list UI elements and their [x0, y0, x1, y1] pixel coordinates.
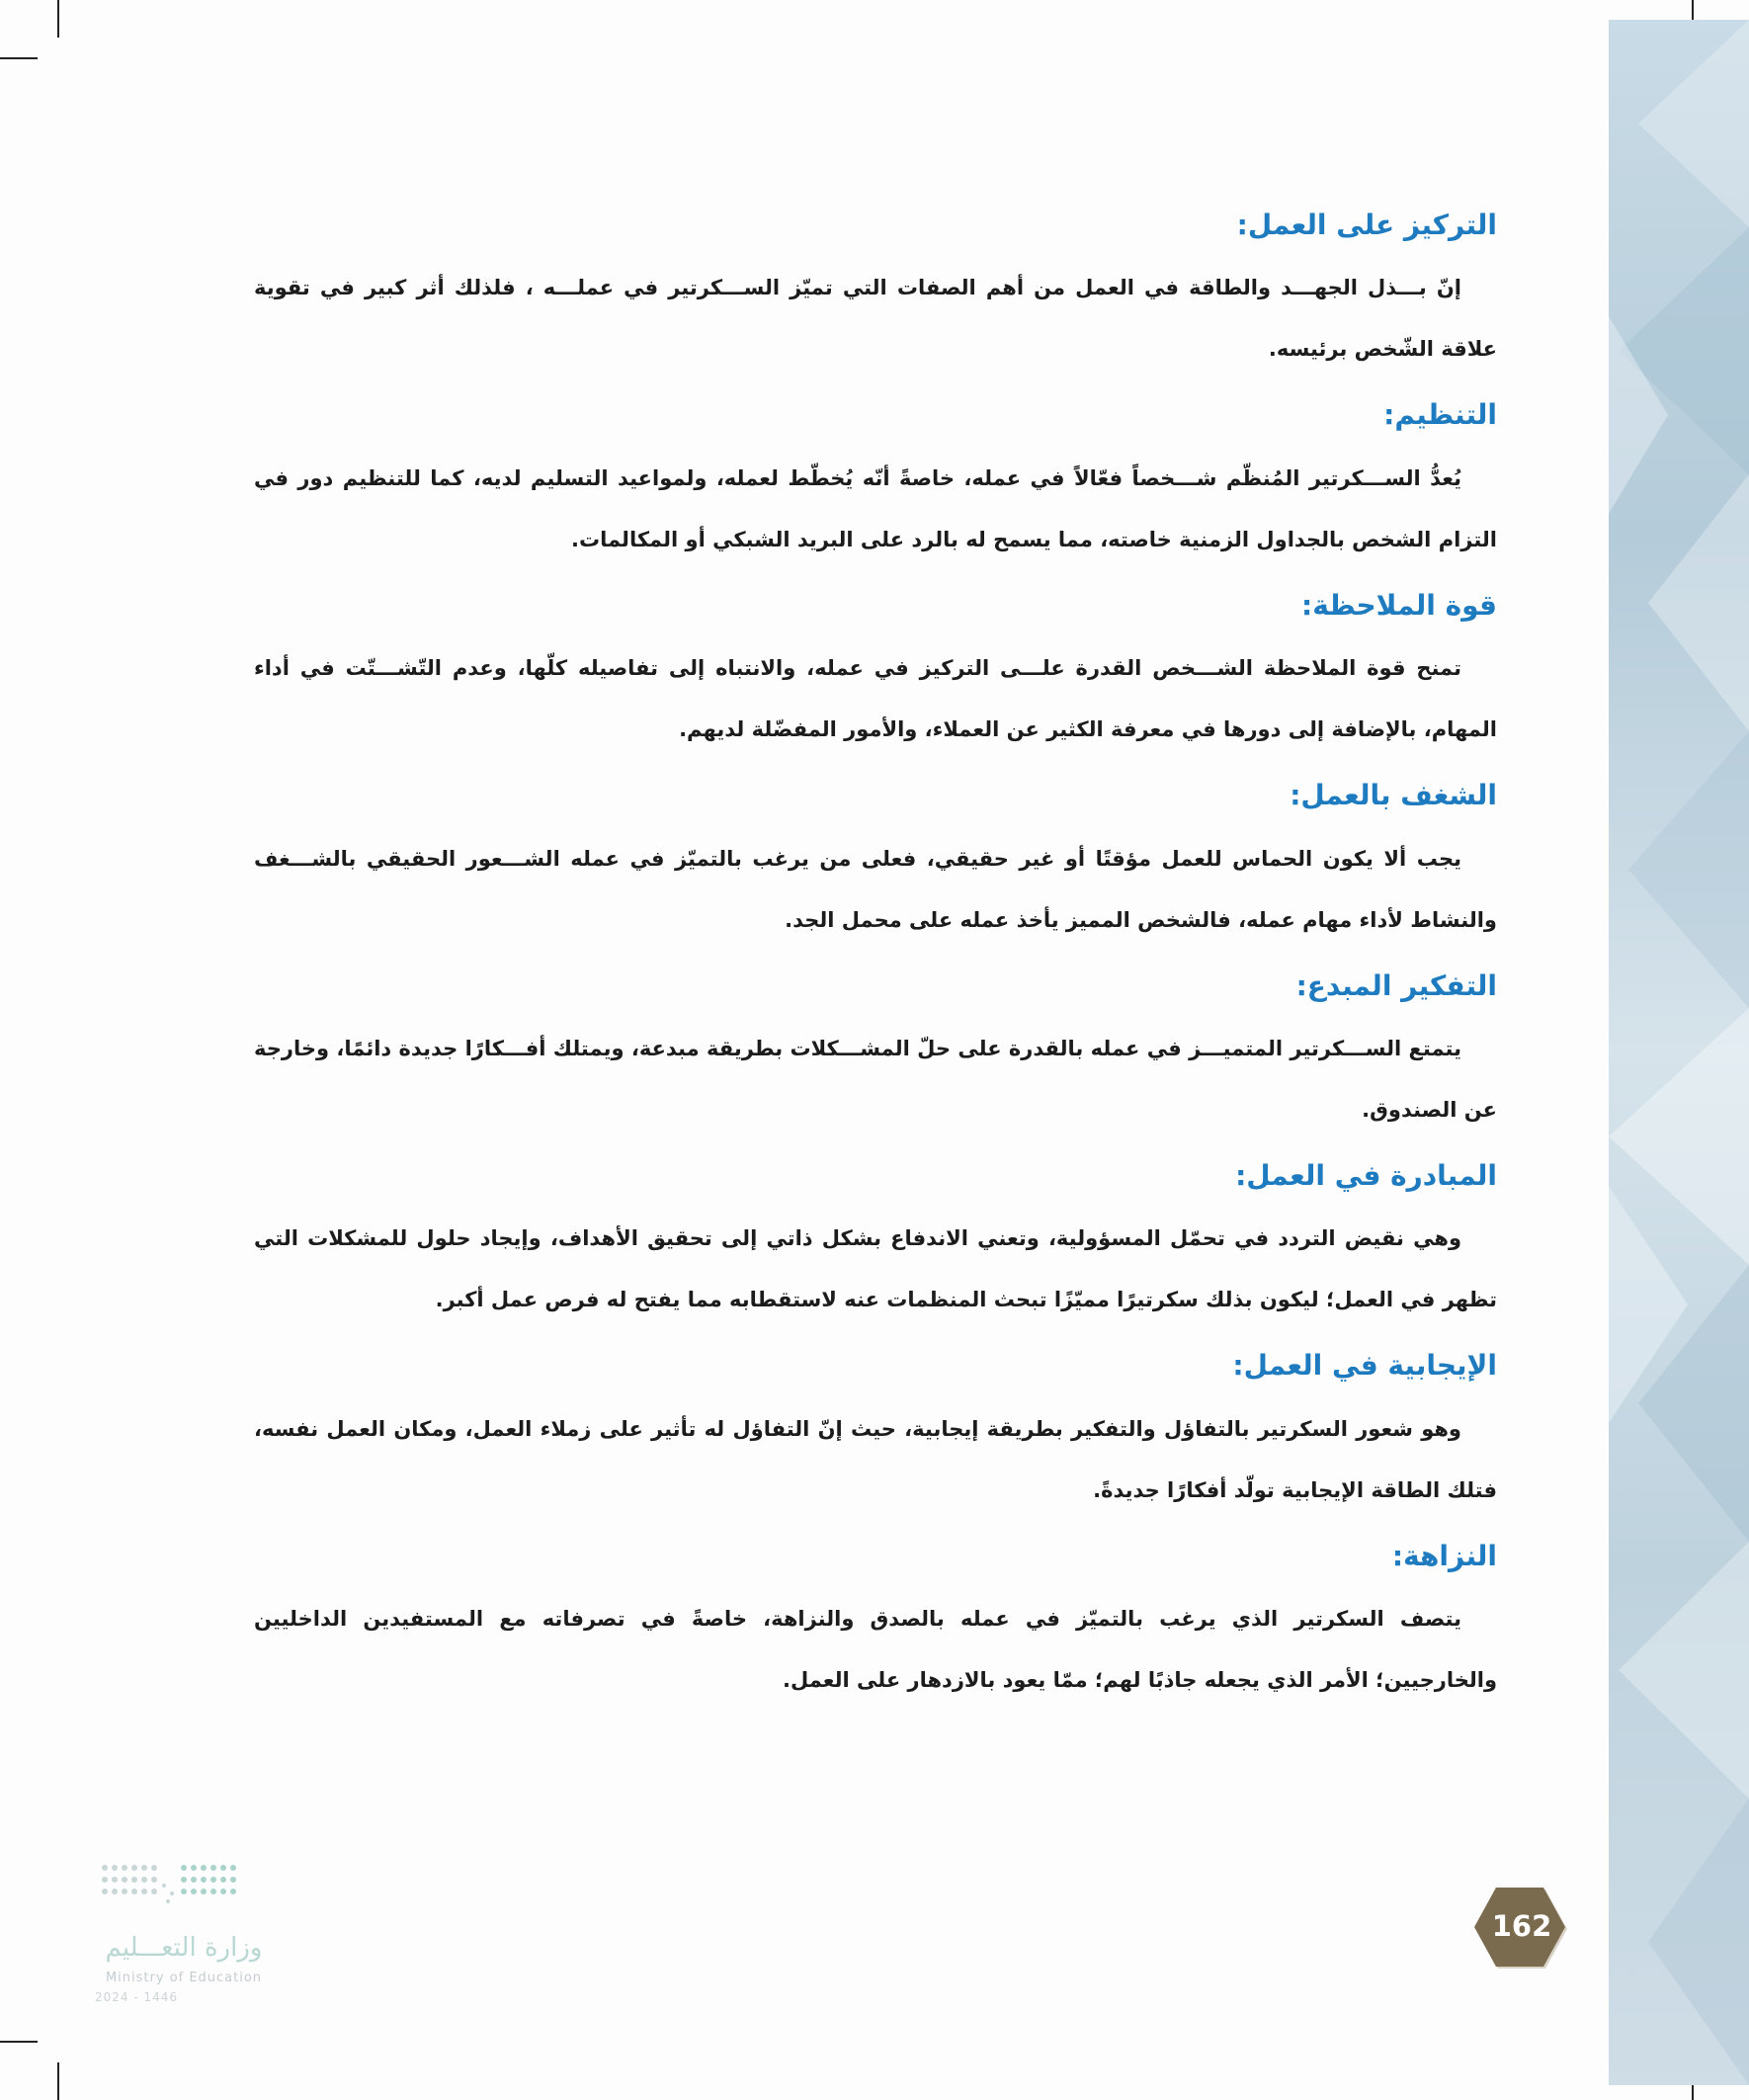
section-body: وهي نقيض التردد في تحمّل المسؤولية، وتعني الاندفاع بشكل ذاتي إلى تحقيق الأهداف، وإيجاد حلول للمشكلات التي تظهر في العمل؛ ليكون بذلك سكرتيرًا مميّزًا تبحث المنظمات عنه لاستقطابه مما يفتح له فرص عمل أكبر. [254, 1226, 1497, 1312]
section-body: يتصف السكرتير الذي يرغب بالتميّز في عمله بالصدق والنزاهة، خاصةً في تصرفاته مع المستفيدين الداخليين والخارجيين؛ الأمر الذي يجعله جاذبًا لهم؛ ممّا يعود بالازدهار على العمل. [254, 1607, 1497, 1693]
side-decoration [1609, 20, 1749, 2085]
content [254, 208, 1497, 1728]
crop-mark [0, 2041, 38, 2043]
section-heading: التنظيم: [1383, 398, 1497, 432]
section-integrity [254, 1539, 1497, 1711]
section-heading: الإيجابية في العمل: [1232, 1349, 1497, 1383]
chevron-pattern [1609, 20, 1749, 2085]
crop-mark [57, 2062, 59, 2100]
section-organization [254, 397, 1497, 569]
ministry-name-english: Ministry of Education [105, 1971, 263, 1985]
section-passion [254, 778, 1497, 950]
section-heading: التفكير المبدع: [1295, 968, 1497, 1002]
section-heading: المبادرة في العمل: [1235, 1158, 1497, 1192]
section-positivity [254, 1348, 1497, 1520]
section-body: يجب ألا يكون الحماس للعمل مؤقتًا أو غير حقيقي، فعلى من يرغب بالتميّز في عمله الشـــعور الحقيقي بالشـــغف والنشاط لأداء مهام عمله، فالشخص المميز يأخذ عمله على محمل الجد. [254, 846, 1497, 932]
crop-mark [57, 0, 59, 38]
logo-dots-icon [95, 1858, 273, 1927]
section-creative-thinking [254, 968, 1497, 1140]
academic-year: 2024 - 1446 [95, 1990, 179, 2004]
section-body: يتمتع الســـكرتير المتميـــز في عمله بالقدرة على حلّ المشـــكلات بطريقة مبدعة، ويمتلك أفـــكارًا جديدة دائمًا، وخارجة عن الصندوق. [254, 1036, 1497, 1122]
section-focus [254, 208, 1497, 379]
ministry-name-arabic: وزارة التعـــليم [105, 1933, 263, 1963]
section-heading: قوة الملاحظة: [1301, 588, 1497, 622]
crop-mark [0, 57, 38, 59]
ministry-logo [95, 1858, 283, 2006]
section-body: يُعدُّ الســـكرتير المُنظّم شـــخصاً فعّالاً في عمله، خاصةً أنّه يُخطّط لعمله، ولمواعيد التسليم لديه، كما للتنظيم دور في التزام الشخص بالجداول الزمنية خاصته، مما يسمح له بالرد على البريد الشبكي أو المكالمات. [254, 465, 1497, 551]
page-number: 162 [1491, 1909, 1552, 1943]
section-heading: النزاهة: [1391, 1539, 1497, 1572]
section-heading: التركيز على العمل: [1236, 209, 1497, 241]
section-body: تمنح قوة الملاحظة الشـــخص القدرة علـــى التركيز في عمله، والانتباه إلى تفاصيله كلّها، وعدم التّشـــتّت في أداء المهام، بالإضافة إلى دورها في معرفة الكثير عن العملاء، والأمور المفضّلة لديهم. [254, 656, 1497, 742]
section-heading: الشغف بالعمل: [1290, 779, 1497, 812]
page-number-badge [1474, 1888, 1569, 1971]
section-observation [254, 588, 1497, 760]
section-body: وهو شعور السكرتير بالتفاؤل والتفكير بطريقة إيجابية، حيث إنّ التفاؤل له تأثير على زملاء العمل، ومكان العمل نفسه، فتلك الطاقة الإيجابية تولّد أفكارًا جديدةً. [254, 1416, 1497, 1502]
section-initiative [254, 1158, 1497, 1330]
section-body: إنّ بـــذل الجهـــد والطاقة في العمل من أهم الصفات التي تميّز الســـكرتير في عملـــه ، فلذلك أثر كبير في تقوية علاقة الشّخص برئيسه. [254, 276, 1497, 362]
